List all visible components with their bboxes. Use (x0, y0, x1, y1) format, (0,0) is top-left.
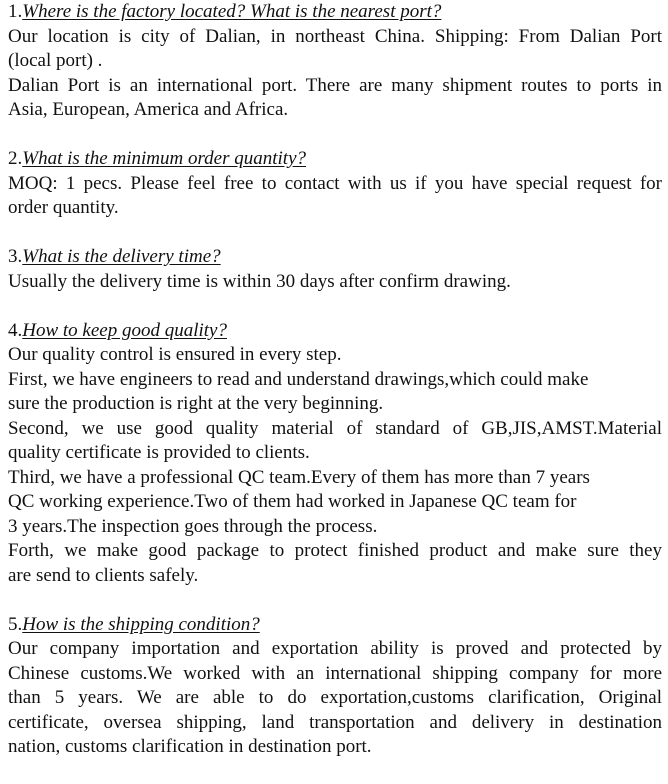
question-number: 1. (8, 1, 23, 22)
answer-line: nation, customs clarification in destination port. (8, 736, 372, 757)
faq-question-1 (8, 0, 662, 25)
answer-line: Our quality control is ensured in every step. (8, 344, 342, 365)
question-number: 5. (8, 613, 23, 635)
answer-line: Usually the delivery time is within 30 days after confirm drawing. (8, 270, 511, 292)
question-text: What is the minimum order quantity? (22, 148, 306, 169)
faq-question-3 (8, 245, 662, 270)
question-text: How is the shipping condition? (22, 613, 260, 635)
faq-item-5 (8, 613, 662, 760)
faq-document (8, 0, 662, 784)
answer-line: Our location is city of Dalian, in northeast China. Shipping: From Dalian Port (8, 25, 662, 47)
faq-item-2 (8, 147, 662, 221)
answer-line: Dalian Port is an international port. There are many shipment routes to ports in (8, 74, 662, 96)
answer-line: QC working experience.Two of them had worked in Japanese QC team for (8, 491, 577, 512)
answer-line: MOQ: 1 pecs. Please feel free to contact with us if you have special request for (8, 172, 662, 194)
answer-line: Chinese customs.We worked with an international shipping company for more (8, 662, 662, 684)
answer-line: (local port) . (8, 50, 103, 71)
question-number: 3. (8, 246, 23, 267)
answer-line: certificate, oversea shipping, land transportation and delivery in destination (8, 711, 662, 733)
answer-line: Our company importation and exportation ability is proved and protected by (8, 638, 662, 659)
answer-line: quality certificate is provided to clients. (8, 442, 310, 463)
answer-line: First, we have engineers to read and understand drawings,which could make (8, 368, 589, 390)
answer-line: are send to clients safely. (8, 564, 199, 586)
answer-line: than 5 years. We are able to do exportation,customs clarification, Original (8, 687, 662, 708)
faq-item-1 (8, 0, 662, 123)
faq-question-5 (8, 613, 662, 638)
faq-item-3 (8, 245, 662, 294)
question-text: Where is the factory located? What is the nearest port? (22, 1, 442, 22)
answer-line: 3 years.The inspection goes through the process. (8, 515, 378, 537)
answer-line: order quantity. (8, 197, 119, 218)
question-text: What is the delivery time? (22, 246, 221, 267)
question-text: How to keep good quality? (22, 319, 227, 341)
answer-line: Forth, we make good package to protect finished product and make sure they (8, 540, 662, 561)
faq-item-4 (8, 319, 662, 589)
faq-question-2 (8, 147, 662, 172)
answer-line: Asia, European, America and Africa. (8, 99, 289, 120)
answer-line: sure the production is right at the very beginning. (8, 393, 384, 414)
answer-line: Third, we have a professional QC team.Every of them has more than 7 years (8, 466, 590, 488)
faq-question-4 (8, 319, 662, 344)
question-number: 4. (8, 319, 23, 341)
question-number: 2. (8, 148, 23, 169)
answer-line: Second, we use good quality material of standard of GB,JIS,AMST.Material (8, 417, 662, 439)
